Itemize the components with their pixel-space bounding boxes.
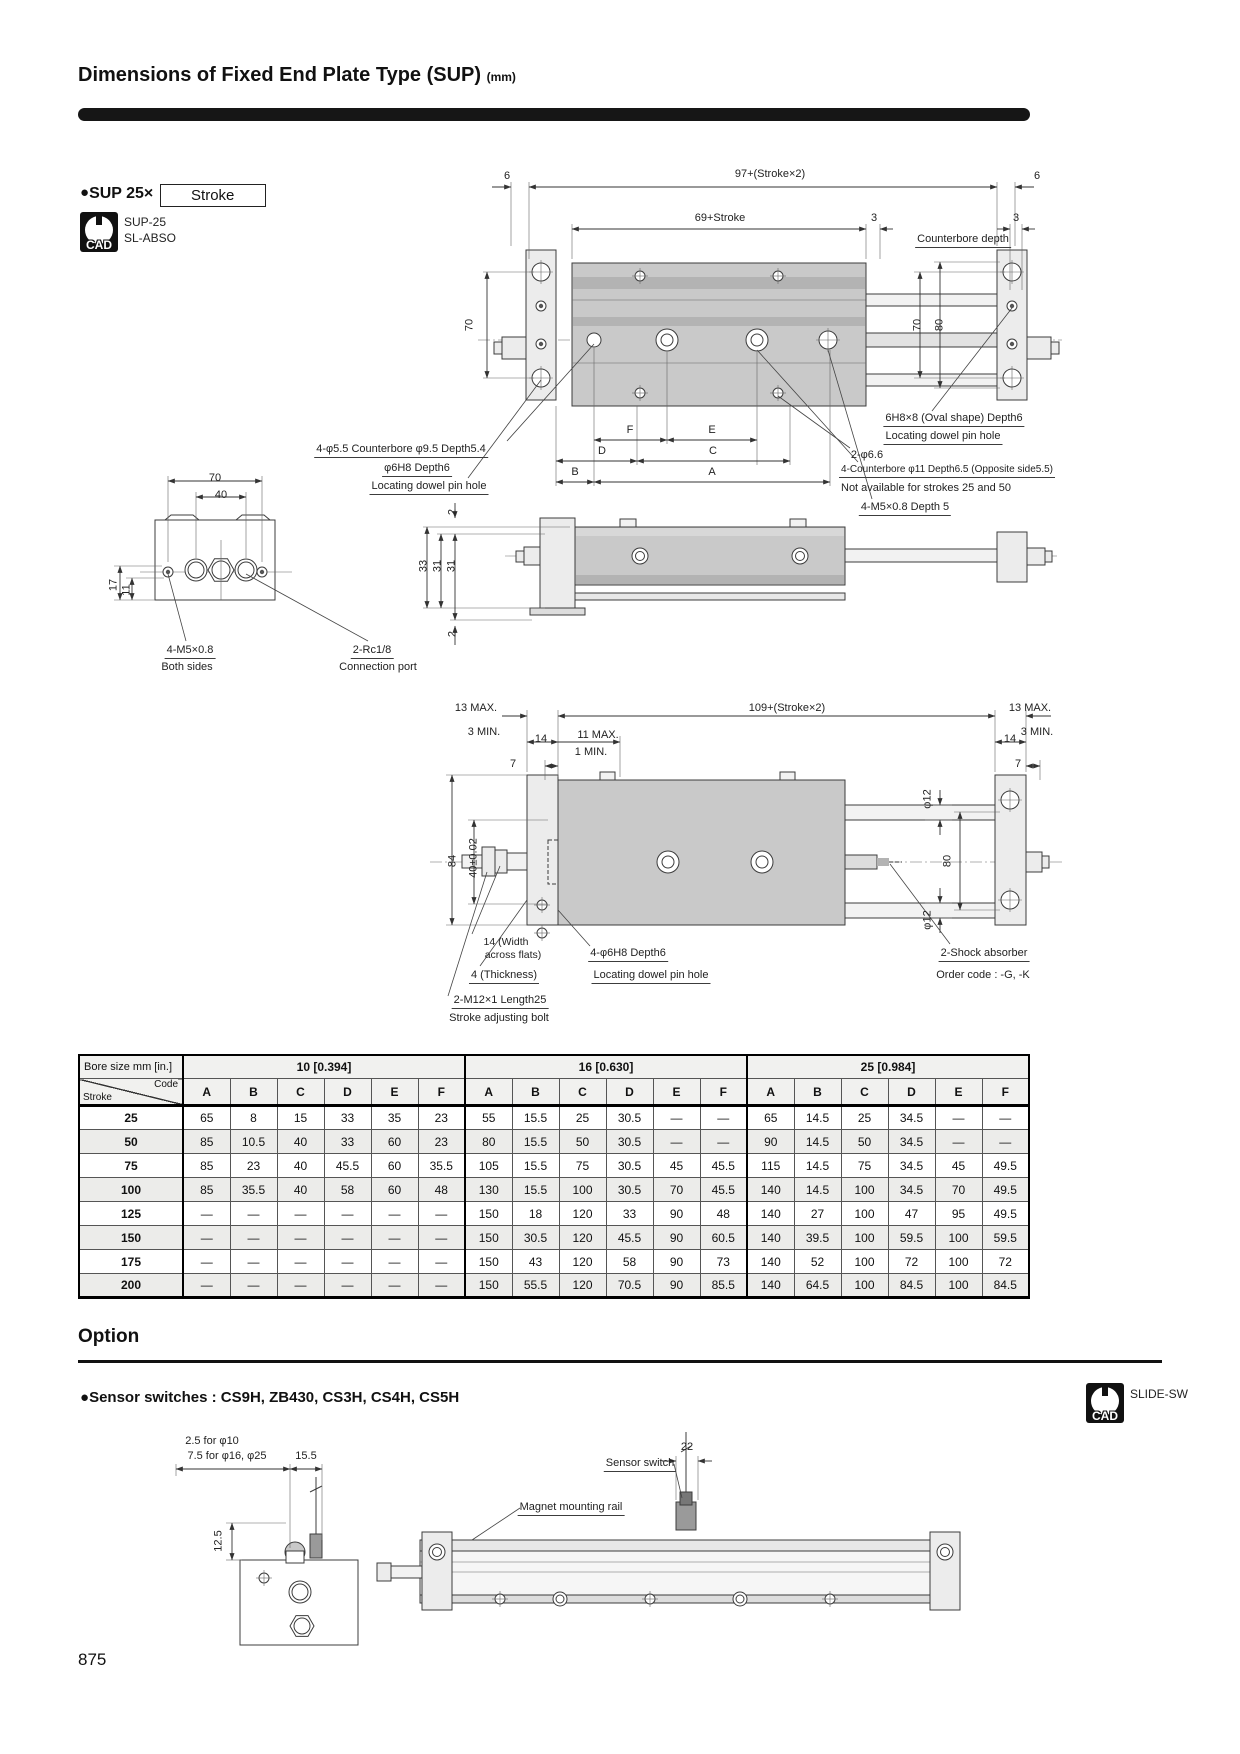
stroke-code-corner	[79, 1079, 183, 1106]
dimension-cell: —	[371, 1202, 418, 1226]
column-header: A	[747, 1079, 794, 1106]
dimension-cell: 25	[841, 1106, 888, 1130]
dimension-cell: 14.5	[794, 1106, 841, 1130]
dimension-cell: 85	[183, 1130, 230, 1154]
dimension-cell: 60.5	[700, 1226, 747, 1250]
dimension-cell: 90	[747, 1130, 794, 1154]
dimension-cell: —	[230, 1274, 277, 1298]
bullet-icon: ●	[80, 1389, 90, 1406]
dimension-cell: 58	[606, 1250, 653, 1274]
dimension-cell: —	[324, 1274, 371, 1298]
dimension-cell: —	[230, 1226, 277, 1250]
dimension-cell: 48	[418, 1178, 465, 1202]
stroke-value: 175	[79, 1250, 183, 1274]
column-header: C	[277, 1079, 324, 1106]
dimension-cell: —	[418, 1226, 465, 1250]
dimension-cell: 45.5	[700, 1178, 747, 1202]
dim-13max-right: 13 MAX.	[1008, 702, 1052, 714]
dimension-cell: 90	[653, 1202, 700, 1226]
dimension-cell: 65	[183, 1106, 230, 1130]
column-header: E	[653, 1079, 700, 1106]
dimension-cell: —	[277, 1226, 324, 1250]
dimension-cell: 34.5	[888, 1106, 935, 1130]
cad-icon-label: CAD	[86, 238, 112, 252]
dim-7-left: 7	[509, 758, 517, 770]
dimension-cell: —	[230, 1202, 277, 1226]
dimension-cell: 10.5	[230, 1130, 277, 1154]
dimension-cell: 140	[747, 1202, 794, 1226]
dimension-cell: 15	[277, 1106, 324, 1130]
table-row	[79, 1130, 1029, 1154]
dim-25-for-phi10: 2.5 for φ10	[185, 1435, 239, 1447]
dimension-cell: 33	[324, 1106, 371, 1130]
dim-125-switch: 12.5	[212, 1530, 225, 1552]
dimension-cell: 90	[653, 1274, 700, 1298]
sensor-switches-heading	[80, 1389, 459, 1406]
dimension-cell: 140	[747, 1250, 794, 1274]
cad-icon-label: CAD	[1092, 1409, 1118, 1423]
stroke-value: 100	[79, 1178, 183, 1202]
note-not-available: Not available for strokes 25 and 50	[841, 482, 1011, 494]
dimension-cell: 75	[841, 1154, 888, 1178]
dim-plate-thickness-right: 6	[1033, 170, 1041, 182]
dimension-cell: 8	[230, 1106, 277, 1130]
dimension-cell: 100	[841, 1178, 888, 1202]
dim-3-right: 3	[1012, 212, 1020, 224]
dimension-cell: 50	[559, 1130, 606, 1154]
option-rule	[78, 1360, 1162, 1363]
note-order-code: Order code : -G, -K	[936, 969, 1030, 981]
dimension-cell: 30.5	[512, 1226, 559, 1250]
column-header: B	[230, 1079, 277, 1106]
dimension-cell: —	[324, 1226, 371, 1250]
slide-sw-label: SLIDE-SW	[1130, 1387, 1189, 1401]
note-rc18: 2-Rc1/8	[351, 644, 394, 659]
dimension-cell: —	[371, 1274, 418, 1298]
dim-2-bottom: 2	[446, 630, 459, 638]
bore-group-header: 16 [0.630]	[465, 1055, 747, 1079]
column-header: B	[794, 1079, 841, 1106]
column-header: C	[559, 1079, 606, 1106]
dimension-cell: 115	[747, 1154, 794, 1178]
dimension-cell: 35	[371, 1106, 418, 1130]
table-row	[79, 1178, 1029, 1202]
dim-70-endview: 70	[208, 472, 222, 484]
side-view	[423, 503, 1058, 645]
dim-13max-left: 13 MAX.	[454, 702, 498, 714]
cad-file-1: SUP-25	[124, 215, 167, 229]
note-both-sides: Both sides	[161, 661, 213, 673]
dimension-cell: 150	[465, 1250, 512, 1274]
dimension-cell: 60	[371, 1154, 418, 1178]
dimension-cell: 100	[841, 1226, 888, 1250]
dimension-cell: 72	[982, 1250, 1029, 1274]
dim-1min: 1 MIN.	[574, 746, 608, 758]
note-width-across-flats-2: across flats)	[484, 949, 542, 961]
dimension-cell: —	[277, 1274, 324, 1298]
dimension-cell: 33	[324, 1130, 371, 1154]
dim-40-tol: 40±0.02	[467, 838, 480, 878]
dimension-cell: 14.5	[794, 1178, 841, 1202]
dimension-cell: 120	[559, 1274, 606, 1298]
note-dowel-pin-left: Locating dowel pin hole	[370, 480, 489, 495]
dimension-cell: 58	[324, 1178, 371, 1202]
dim-3min-right: 3 MIN.	[1020, 726, 1054, 738]
dim-40-endview: 40	[214, 489, 228, 501]
dimension-cell: 84.5	[982, 1274, 1029, 1298]
times-sign: ×	[143, 185, 154, 202]
table-row	[79, 1226, 1029, 1250]
note-dowel-pin-right: Locating dowel pin hole	[884, 430, 1003, 445]
cad-file-2: SL-ABSO	[124, 231, 177, 245]
dimension-cell: —	[935, 1130, 982, 1154]
note-magnet-rail: Magnet mounting rail	[518, 1501, 625, 1516]
dim-75-for-phi16: 7.5 for φ16, φ25	[187, 1450, 267, 1462]
dim-2-top: 2	[446, 508, 459, 516]
dim-letter-B: B	[571, 466, 579, 478]
dimension-cell: 100	[559, 1178, 606, 1202]
note-counterbore-55: 4-φ5.5 Counterbore φ9.5 Depth5.4	[314, 443, 488, 458]
dimension-cell: 90	[653, 1250, 700, 1274]
column-header: D	[606, 1079, 653, 1106]
dimension-cell: 150	[465, 1226, 512, 1250]
dim-phi12-top: φ12	[921, 789, 934, 809]
corner-code-label: Code	[154, 1079, 178, 1090]
dimension-cell: 90	[653, 1226, 700, 1250]
dimension-cell: —	[277, 1202, 324, 1226]
bore-group-header: 10 [0.394]	[183, 1055, 465, 1079]
dim-11: 11	[120, 584, 133, 596]
dimension-cell: 52	[794, 1250, 841, 1274]
dim-letter-A: A	[708, 466, 716, 478]
dim-letter-E: E	[708, 424, 716, 436]
dim-17: 17	[107, 578, 120, 592]
dimension-cell: 33	[606, 1202, 653, 1226]
dim-plate-thickness-left: 6	[503, 170, 511, 182]
dimension-cell: 100	[935, 1274, 982, 1298]
dim-letter-F: F	[626, 424, 634, 436]
dimension-cell: 30.5	[606, 1154, 653, 1178]
dimension-cell: 140	[747, 1226, 794, 1250]
note-shock-absorber: 2-Shock absorber	[939, 947, 1030, 962]
dimension-cell: 55.5	[512, 1274, 559, 1298]
page-title-text: Dimensions of Fixed End Plate Type (SUP)	[78, 64, 482, 86]
dimension-cell: 50	[841, 1130, 888, 1154]
dimension-cell: 35.5	[230, 1178, 277, 1202]
dimension-cell: 150	[465, 1274, 512, 1298]
dim-phi12-bottom: φ12	[921, 910, 934, 930]
dim-overall-length-2: 109+(Stroke×2)	[748, 702, 826, 714]
dimension-cell: —	[277, 1250, 324, 1274]
dim-80: 80	[941, 854, 954, 868]
dimension-cell: 65	[747, 1106, 794, 1130]
dimension-cell: 60	[371, 1130, 418, 1154]
dimension-cell: —	[418, 1274, 465, 1298]
dimension-cell: 130	[465, 1178, 512, 1202]
column-header: F	[700, 1079, 747, 1106]
dimension-cell: 34.5	[888, 1178, 935, 1202]
note-counterbore-11: 4-Counterbore φ11 Depth6.5 (Opposite side5.5)	[839, 464, 1055, 478]
dimension-cell: 100	[935, 1250, 982, 1274]
dimension-cell: 105	[465, 1154, 512, 1178]
dim-31a: 31	[431, 559, 444, 573]
page-number: 875	[78, 1650, 107, 1669]
dimension-cell: 45	[935, 1154, 982, 1178]
dimension-cell: 14.5	[794, 1130, 841, 1154]
column-header: A	[465, 1079, 512, 1106]
dimension-cell: —	[371, 1250, 418, 1274]
dimension-cell: 120	[559, 1226, 606, 1250]
note-sensor-switch: Sensor switch	[604, 1457, 676, 1472]
dimension-cell: 85.5	[700, 1274, 747, 1298]
dimension-cell: 23	[230, 1154, 277, 1178]
product-code: SUP 25	[89, 185, 144, 202]
dim-letter-D: D	[598, 445, 606, 457]
dimension-cell: 23	[418, 1130, 465, 1154]
dimension-cell: 70.5	[606, 1274, 653, 1298]
dimension-cell: 55	[465, 1106, 512, 1130]
dimension-cell: 35.5	[418, 1154, 465, 1178]
dimension-cell: 15.5	[512, 1178, 559, 1202]
dimension-cell: 75	[559, 1154, 606, 1178]
dim-70-left: 70	[463, 318, 476, 332]
dimension-cell: 45.5	[606, 1226, 653, 1250]
stroke-value: 150	[79, 1226, 183, 1250]
note-2-66: 2-φ6.6	[850, 449, 884, 461]
note-4-m5-depth5: 4-M5×0.8 Depth 5	[859, 501, 951, 516]
dimension-cell: 100	[841, 1202, 888, 1226]
dimension-cell: 30.5	[606, 1178, 653, 1202]
sensor-switches-text: Sensor switches : CS9H, ZB430, CS3H, CS4H, CS5H	[89, 1389, 460, 1406]
dimension-cell: 85	[183, 1178, 230, 1202]
table-row	[79, 1202, 1029, 1226]
dimension-cell: 70	[935, 1178, 982, 1202]
note-thickness: 4 (Thickness)	[469, 969, 539, 984]
column-header: F	[418, 1079, 465, 1106]
column-header: E	[935, 1079, 982, 1106]
dimension-cell: 15.5	[512, 1130, 559, 1154]
dimension-cell: —	[183, 1226, 230, 1250]
note-width-across-flats-1: 14 (Width	[483, 936, 529, 948]
dimension-cell: 39.5	[794, 1226, 841, 1250]
dimension-cell: 150	[465, 1202, 512, 1226]
dimension-cell: —	[183, 1202, 230, 1226]
dimension-cell: —	[418, 1250, 465, 1274]
dimension-cell: 95	[935, 1202, 982, 1226]
dimension-cell: 49.5	[982, 1202, 1029, 1226]
dimension-cell: —	[700, 1106, 747, 1130]
column-header: E	[371, 1079, 418, 1106]
note-4-dowel-depth6: 4-φ6H8 Depth6	[588, 947, 668, 962]
column-header: D	[888, 1079, 935, 1106]
dimension-cell: 14.5	[794, 1154, 841, 1178]
dimension-cell: 34.5	[888, 1130, 935, 1154]
dim-7-right: 7	[1014, 758, 1022, 770]
dim-letter-C: C	[709, 445, 717, 457]
note-oval-dowel: 6H8×8 (Oval shape) Depth6	[883, 412, 1024, 427]
dimension-cell: 59.5	[982, 1226, 1029, 1250]
table-row	[79, 1274, 1029, 1298]
corner-stroke-label: Stroke	[83, 1092, 112, 1103]
dimension-cell: 49.5	[982, 1178, 1029, 1202]
dim-155: 15.5	[295, 1450, 317, 1462]
dimension-cell: 40	[277, 1178, 324, 1202]
dim-33: 33	[417, 559, 430, 573]
column-header: D	[324, 1079, 371, 1106]
page-title-unit: (mm)	[486, 70, 516, 84]
column-header: F	[982, 1079, 1029, 1106]
dim-70-right: 70	[911, 318, 924, 332]
dim-14-left: 14	[534, 733, 548, 745]
dimension-cell: 120	[559, 1250, 606, 1274]
dimension-cell: —	[324, 1202, 371, 1226]
counterbore-depth-note: Counterbore depth	[915, 233, 1011, 248]
dimension-cell: —	[935, 1106, 982, 1130]
table-row	[79, 1154, 1029, 1178]
dimension-cell: 64.5	[794, 1274, 841, 1298]
dimension-cell: 18	[512, 1202, 559, 1226]
sensor-switch-drawing	[176, 1432, 960, 1645]
cad-icon-slide-sw	[1086, 1383, 1124, 1423]
note-dowel-pin-front: Locating dowel pin hole	[592, 969, 711, 984]
note-4-m5: 4-M5×0.8	[165, 644, 216, 659]
dimension-cell: 85	[183, 1154, 230, 1178]
dimension-cell: 48	[700, 1202, 747, 1226]
dimension-cell: 30.5	[606, 1106, 653, 1130]
dimension-cell: —	[418, 1202, 465, 1226]
dimension-cell: 40	[277, 1154, 324, 1178]
dim-31b: 31	[445, 559, 458, 573]
dimension-cell: —	[982, 1130, 1029, 1154]
bullet-icon: ●	[80, 184, 90, 201]
dimension-cell: —	[371, 1226, 418, 1250]
dimension-cell: 59.5	[888, 1226, 935, 1250]
dimension-cell: 100	[841, 1274, 888, 1298]
dimension-cell: —	[653, 1106, 700, 1130]
dimension-cell: 40	[277, 1130, 324, 1154]
dim-body-length: 69+Stroke	[694, 212, 746, 224]
dimension-cell: 27	[794, 1202, 841, 1226]
option-heading: Option	[78, 1326, 140, 1347]
dimension-cell: 100	[935, 1226, 982, 1250]
note-stroke-adjusting-bolt: Stroke adjusting bolt	[449, 1012, 549, 1024]
dimensions-table	[78, 1054, 1030, 1299]
dim-22: 22	[680, 1441, 694, 1453]
dimension-cell: 15.5	[512, 1154, 559, 1178]
dim-80-right: 80	[933, 318, 946, 332]
dimension-cell: —	[653, 1130, 700, 1154]
stroke-value: 125	[79, 1202, 183, 1226]
table-row	[79, 1250, 1029, 1274]
column-header: C	[841, 1079, 888, 1106]
column-header: B	[512, 1079, 559, 1106]
top-plan-view	[468, 182, 1062, 499]
dimension-cell: 45.5	[324, 1154, 371, 1178]
dimension-cell: 49.5	[982, 1154, 1029, 1178]
stroke-value: 75	[79, 1154, 183, 1178]
dimension-cell: 34.5	[888, 1154, 935, 1178]
dim-11max: 11 MAX.	[577, 729, 619, 741]
bore-group-header: 25 [0.984]	[747, 1055, 1029, 1079]
stroke-value: 200	[79, 1274, 183, 1298]
column-header: A	[183, 1079, 230, 1106]
dimension-cell: 47	[888, 1202, 935, 1226]
dimension-cell: 72	[888, 1250, 935, 1274]
dim-14-right: 14	[1003, 733, 1017, 745]
table-row	[79, 1106, 1029, 1130]
dimension-cell: 43	[512, 1250, 559, 1274]
dimension-cell: 140	[747, 1274, 794, 1298]
dimension-cell: 45	[653, 1154, 700, 1178]
dimension-cell: 80	[465, 1130, 512, 1154]
dimension-cell: 45.5	[700, 1154, 747, 1178]
stroke-value: 25	[79, 1106, 183, 1130]
stroke-value: 50	[79, 1130, 183, 1154]
dimension-cell: 140	[747, 1178, 794, 1202]
end-view	[114, 476, 368, 641]
dimension-cell: 70	[653, 1178, 700, 1202]
dim-84: 84	[446, 854, 459, 868]
dimension-cell: —	[183, 1250, 230, 1274]
dim-3min-left: 3 MIN.	[467, 726, 501, 738]
dim-3-left: 3	[870, 212, 878, 224]
bore-size-header: Bore size mm [in.]	[79, 1055, 183, 1079]
dimension-cell: 84.5	[888, 1274, 935, 1298]
stroke-box: Stroke	[160, 184, 266, 207]
note-m12-bolt: 2-M12×1 Length25	[452, 994, 549, 1009]
dimension-cell: —	[982, 1106, 1029, 1130]
dimension-cell: 73	[700, 1250, 747, 1274]
dimension-cell: —	[700, 1130, 747, 1154]
note-dowel-depth6: φ6H8 Depth6	[382, 462, 452, 477]
dimension-cell: 23	[418, 1106, 465, 1130]
dimension-cell: 25	[559, 1106, 606, 1130]
dimension-cell: 30.5	[606, 1130, 653, 1154]
dimension-cell: —	[230, 1250, 277, 1274]
dimension-cell: 60	[371, 1178, 418, 1202]
dim-overall-length: 97+(Stroke×2)	[734, 168, 806, 180]
dimension-cell: 15.5	[512, 1106, 559, 1130]
dimension-cell: 120	[559, 1202, 606, 1226]
dimension-cell: —	[183, 1274, 230, 1298]
dimension-cell: 100	[841, 1250, 888, 1274]
dimension-cell: —	[324, 1250, 371, 1274]
note-connection-port: Connection port	[339, 661, 417, 673]
